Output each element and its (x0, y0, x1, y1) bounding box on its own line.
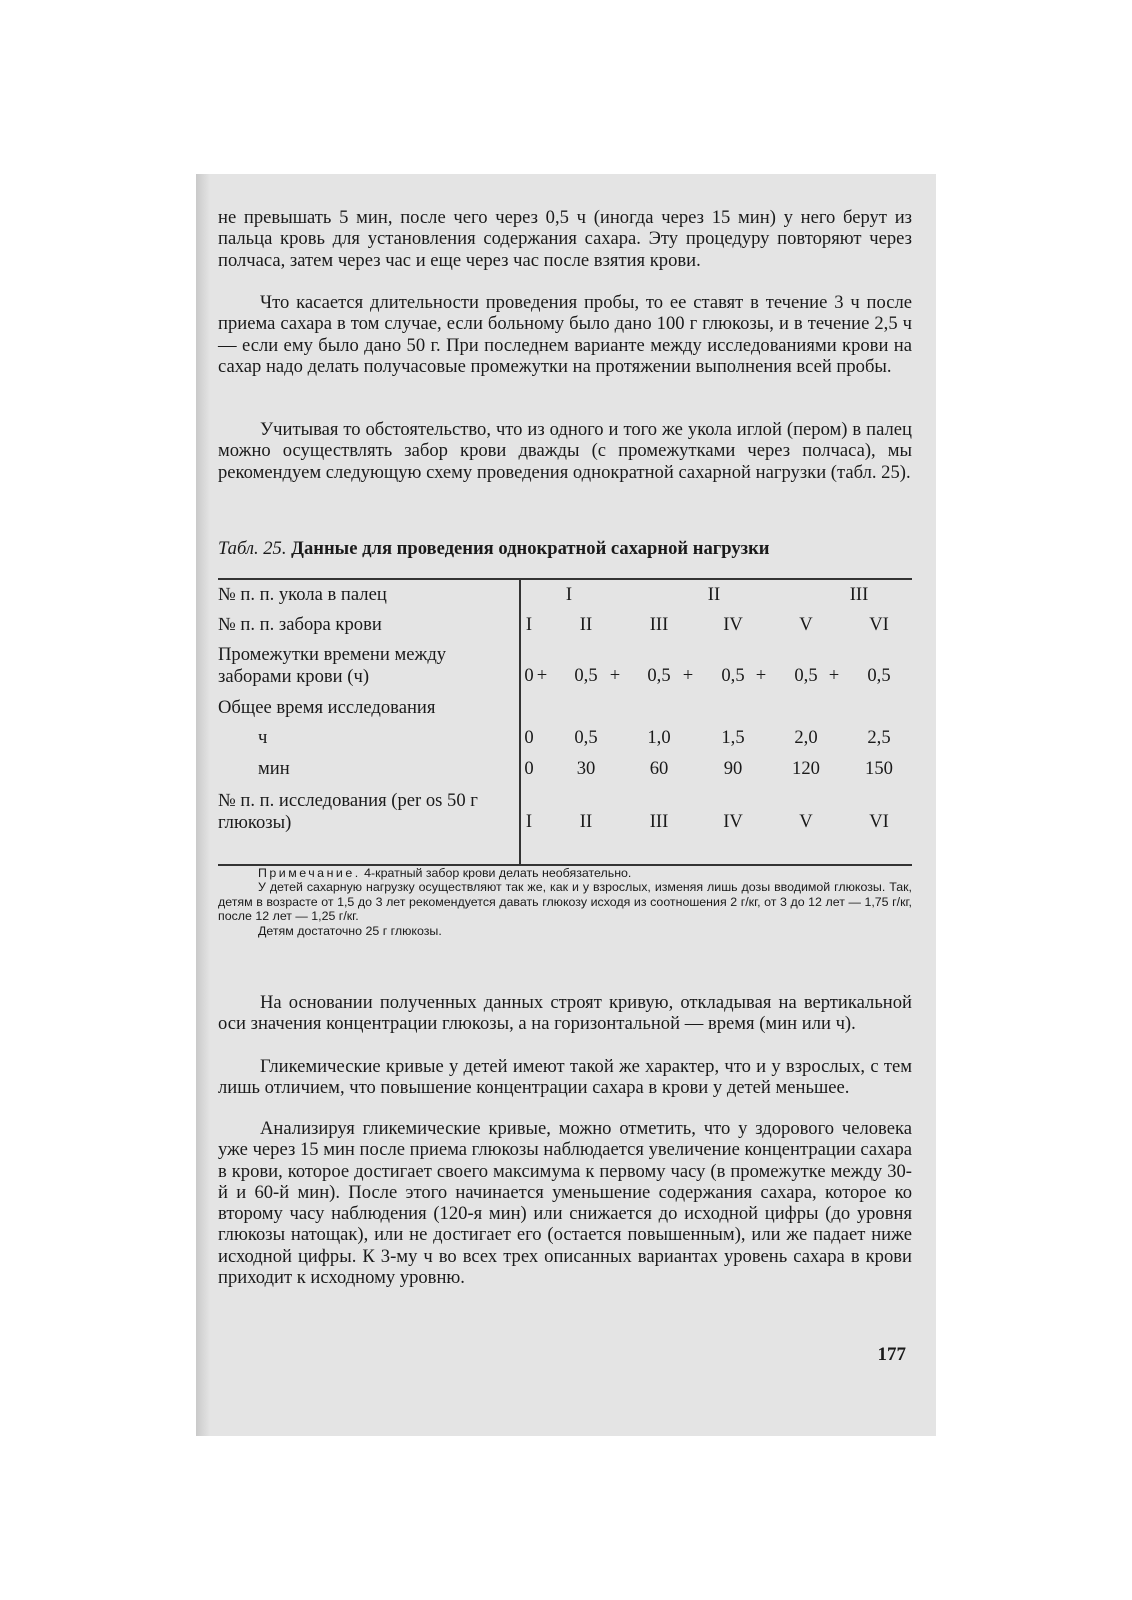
interval-plus: + (536, 665, 548, 686)
table-caption-title: Данные для проведения однократной сахарной нагрузки (291, 538, 770, 559)
row-label-study: № п. п. исследования (per os 50 г глюкозы) (218, 790, 478, 833)
study-cell: III (649, 811, 669, 832)
sample-cell: VI (869, 614, 889, 635)
row-label-hours: ч (258, 727, 268, 748)
paragraph-5: Гликемические кривые у детей имеют такой же характер, что и у взрослых, с тем лишь отличием, что повышение концентрации сахара в крови у детей меньшее. (218, 1056, 912, 1099)
paragraph-1: не превышать 5 мин, после чего через 0,5 ч (иногда через 15 мин) у него берут из пальца кровь для установления содержания сахара. Эту процедуру повторяют через полчаса, затем через час и еще через час после взятия крови. (218, 207, 912, 271)
row-label-sample: № п. п. забора крови (218, 614, 382, 635)
minutes-cell: 60 (649, 758, 669, 779)
note-text-1: 4-кратный забор крови делать необязательно. (364, 866, 632, 880)
interval-cell: 0,5 (574, 665, 598, 686)
table-note (218, 866, 912, 938)
note-label: Примечание. (258, 866, 361, 880)
minutes-cell: 30 (576, 758, 596, 779)
table-top-rule (218, 578, 912, 580)
minutes-cell: 120 (792, 758, 820, 779)
interval-cell: 0,5 (867, 665, 891, 686)
sample-cell: II (579, 614, 593, 635)
book-page (196, 174, 936, 1436)
interval-plus: + (755, 665, 767, 686)
paragraph-2: Что касается длительности проведения пробы, то ее ставят в течение 3 ч после приема сахара в том случае, если больному было дано 100 г глюкозы, и в течение 2,5 ч — если ему было дано 50 г. При последнем варианте между исследованиями крови на сахар надо делать получасовые промежутки на протяжении выполнения всей пробы. (218, 292, 912, 377)
hours-cell: 1,0 (647, 727, 671, 748)
minutes-cell: 150 (865, 758, 893, 779)
study-cell: VI (869, 811, 889, 832)
puncture-cell: III (849, 584, 869, 605)
row-label-total-time: Общее время исследования (218, 697, 436, 718)
hours-cell: 0,5 (574, 727, 598, 748)
study-cell: IV (723, 811, 743, 832)
sample-cell: V (799, 614, 813, 635)
interval-plus: + (609, 665, 621, 686)
row-label-minutes: мин (258, 758, 290, 779)
interval-plus: + (682, 665, 694, 686)
hours-cell: 2,5 (867, 727, 891, 748)
hours-cell: 2,0 (794, 727, 818, 748)
paragraph-4: На основании полученных данных строят кривую, откладывая на вертикальной оси значения концентрации глюкозы, а на горизонтальной — время (мин или ч). (218, 992, 912, 1035)
page-number: 177 (877, 1344, 906, 1365)
hours-cell: 0 (524, 727, 534, 748)
puncture-cell: II (707, 584, 721, 605)
interval-cell: 0,5 (721, 665, 745, 686)
sample-cell: I (525, 614, 533, 635)
row-label-interval: Промежутки времени между заборами крови (ч) (218, 644, 447, 687)
note-line-1 (218, 866, 912, 880)
table-caption (218, 538, 912, 560)
interval-plus: + (828, 665, 840, 686)
minutes-cell: 0 (524, 758, 534, 779)
hours-cell: 1,5 (721, 727, 745, 748)
study-cell: II (579, 811, 593, 832)
paragraph-6: Анализируя гликемические кривые, можно отметить, что у здорового человека уже через 15 мин после приема глюкозы наблюдается увеличение концентрации сахара в крови, которое достигает своего максимума к первому часу (в промежутке между 30-й и 60-й мин). После этого начинается уменьшение содержания сахара, которое ко второму часу наблюдения (120-я мин) или снижается до исходной цифры (до уровня глюкозы натощак), или не достигает его (остается повышенным), или же падает ниже исходной цифры. К 3-му ч во всех трех описанных вариантах уровень сахара в крови приходит к исходному уровню. (218, 1118, 912, 1289)
interval-cell: 0,5 (794, 665, 818, 686)
study-cell: V (799, 811, 813, 832)
interval-cell: 0 (524, 665, 534, 686)
interval-cell: 0,5 (647, 665, 671, 686)
study-cell: I (525, 811, 533, 832)
table-caption-number: Табл. 25. (218, 538, 287, 559)
puncture-cell: I (565, 584, 573, 605)
paragraph-3: Учитывая то обстоятельство, что из одного и того же укола иглой (пером) в палец можно осуществлять забор крови дважды (с промежутками через полчаса), мы рекомендуем следующую схему проведения однократной сахарной нагрузки (табл. 25). (218, 419, 912, 483)
sample-cell: IV (723, 614, 743, 635)
minutes-cell: 90 (723, 758, 743, 779)
row-label-puncture: № п. п. укола в палец (218, 584, 387, 605)
sample-cell: III (649, 614, 669, 635)
note-line-2: У детей сахарную нагрузку осуществляют так же, как и у взрослых, изменяя лишь дозы вводимой глюкозы. Так, детям в возрасте от 1,5 до 3 лет рекомендуется давать глюкозу исходя из соотношения 2 г/кг, от 3 до 12 лет — 1,75 г/кг, после 12 лет — 1,25 г/кг. (218, 880, 912, 924)
note-line-3: Детям достаточно 25 г глюкозы. (258, 923, 442, 938)
